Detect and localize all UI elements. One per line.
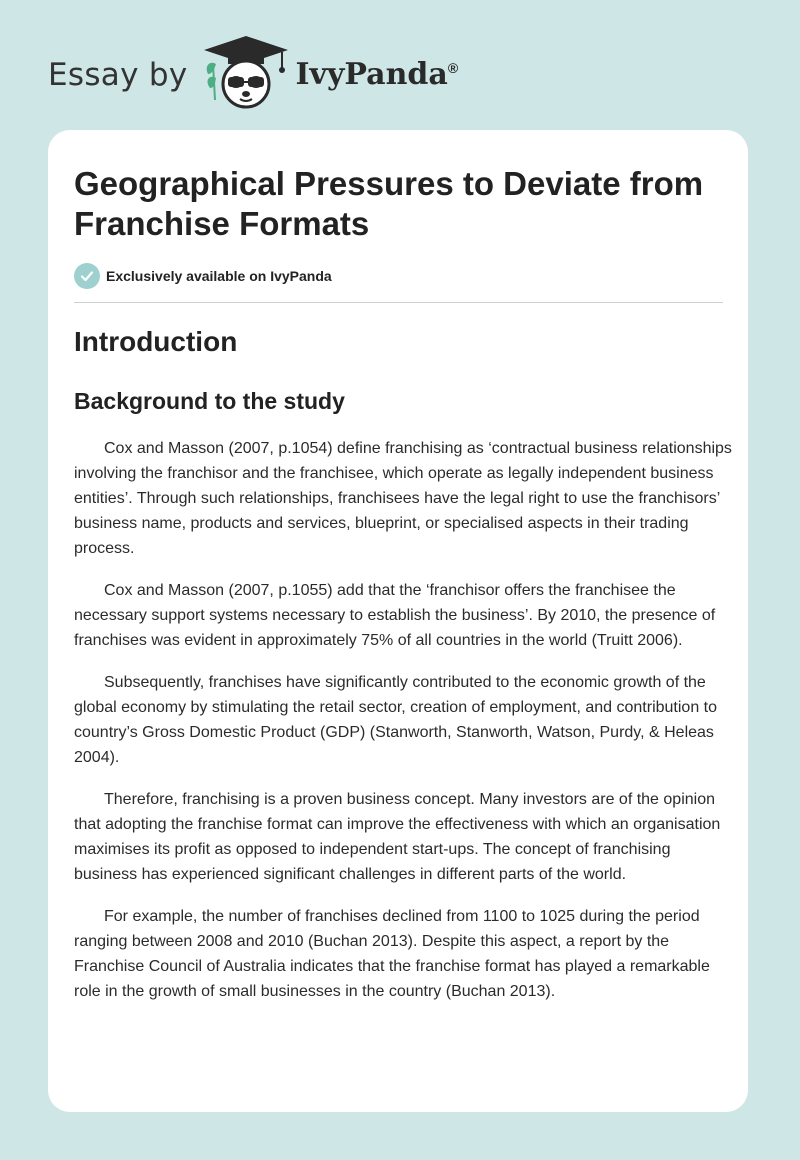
paragraph: Cox and Masson (2007, p.1054) define franchising as ‘contractual business relationships involving the franchisor and the franchisee, which operate as legally independent business entities’. Through such relationships, franchisees have the legal right to use the franchisors’ business name, products and services, blueprint, or specialised aspects in their trading process. [74,440,732,557]
paragraph: Cox and Masson (2007, p.1055) add that the ‘franchisor offers the franchisee the necessary support systems necessary to establish the business’. By 2010, the presence of franchises was evident in approximately 75% of all countries in the world (Truitt 2006). [74,582,716,649]
panda-graduate-icon [202,34,290,115]
brand-header[interactable] [48,34,458,115]
paragraph: For example, the number of franchises declined from 1100 to 1025 during the period ranging between 2008 and 2010 (Buchan 2013). Despite this aspect, a report by the Franchise Council of Australia indicates that the franchise format has played a remarkable role in the growth of small businesses in the country (Buchan 2013). [74,908,710,1000]
article-card [48,130,748,1112]
article-title: Geographical Pressures to Deviate from Franchise Formats [74,165,704,242]
article-body [74,436,734,1021]
section-heading: Introduction [74,326,238,357]
registered-mark: ® [447,60,459,76]
checkmark-icon [74,263,100,289]
subsection-heading: Background to the study [74,388,345,414]
divider [74,302,723,303]
badge-text: Exclusively available on IvyPanda [106,268,332,284]
brand-name: IvyPanda® [295,57,459,92]
paragraph: Therefore, franchising is a proven business concept. Many investors are of the opinion that adopting the franchise format can improve the effectiveness with which an organisation maximises its profit as opposed to independent start-ups. The concept of franchising business has experienced significant challenges in different parts of the world. [74,791,721,883]
brand-prefix: Essay by [48,56,188,93]
exclusive-badge [74,263,332,289]
paragraph: Subsequently, franchises have significantly contributed to the economic growth of the global economy by stimulating the retail sector, creation of employment, and contribution to country’s Gross Domestic Product (GDP) (Stanworth, Stanworth, Watson, Purdy, & Heleas 2004). [74,674,718,766]
